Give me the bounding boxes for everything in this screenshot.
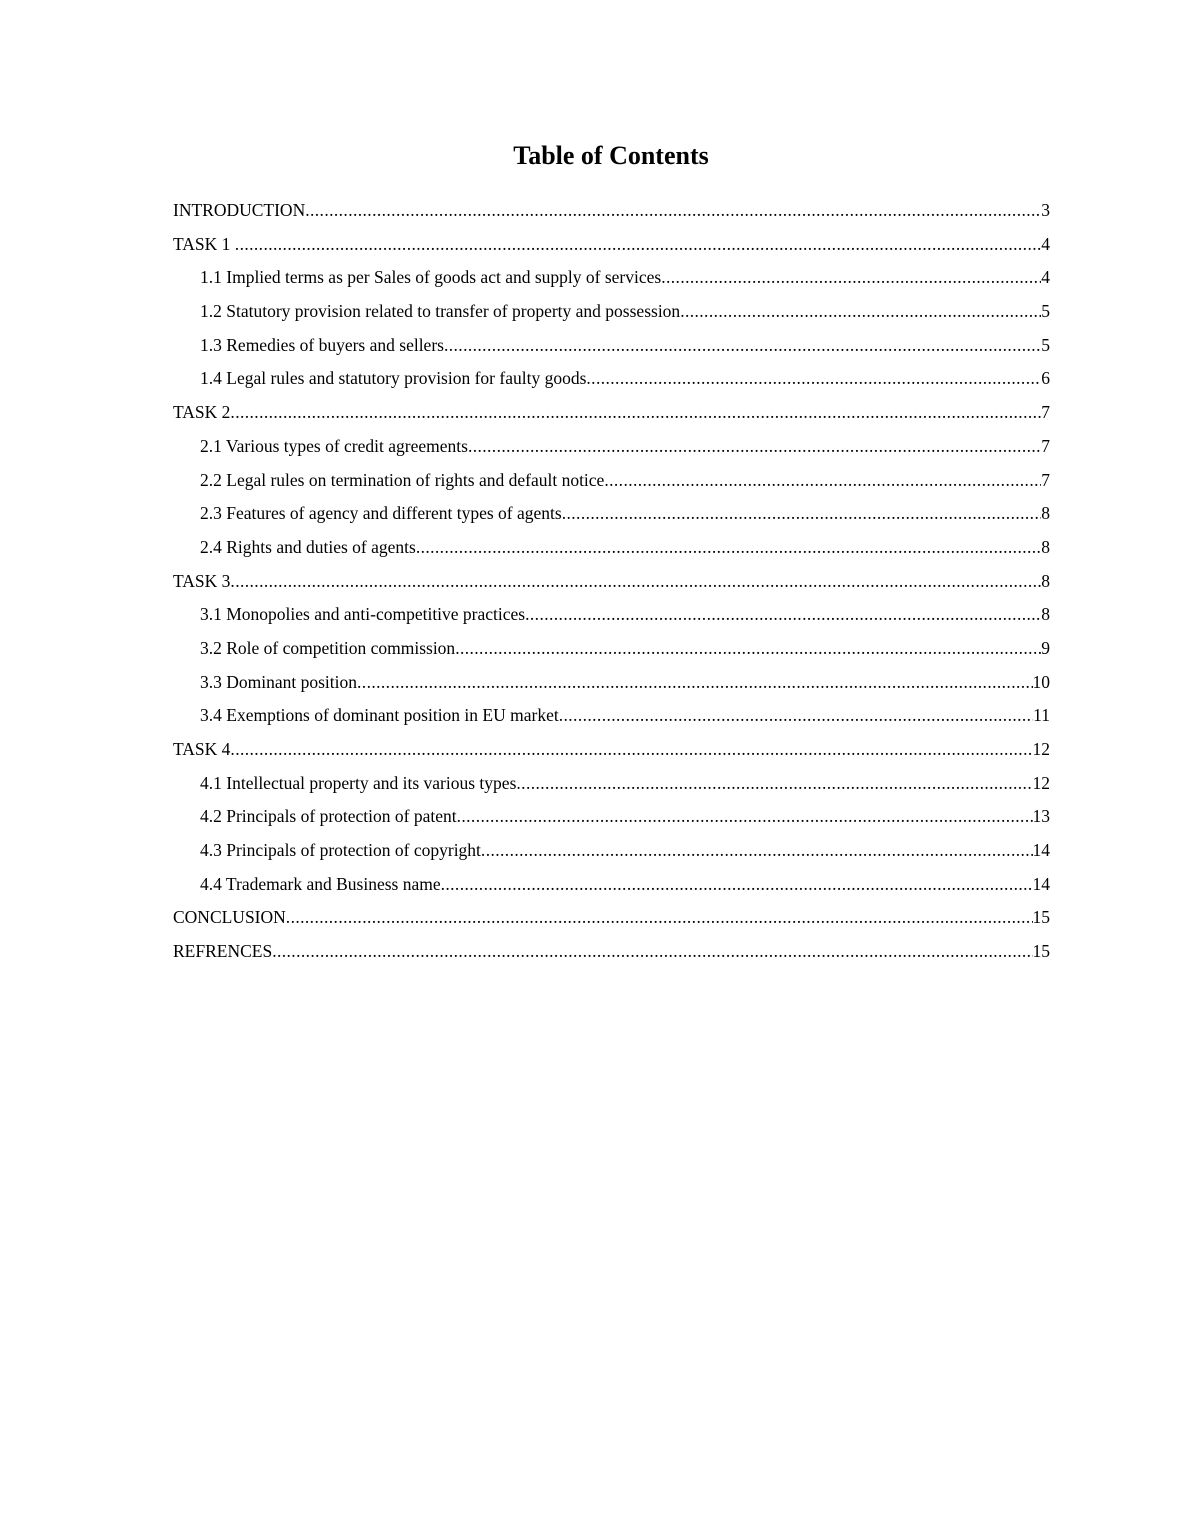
dot-leader	[230, 736, 1032, 762]
toc-entry-page-number: 13	[1032, 806, 1050, 827]
dot-leader	[286, 904, 1033, 930]
page-title: Table of Contents	[513, 141, 709, 170]
toc-entry[interactable]	[173, 601, 1050, 635]
toc-entry[interactable]	[173, 568, 1050, 602]
dot-leader	[680, 298, 1041, 324]
toc-entry[interactable]	[173, 231, 1050, 265]
dot-leader	[230, 568, 1041, 594]
toc-entry-title: CONCLUSION	[173, 907, 286, 928]
dot-leader	[455, 635, 1041, 661]
toc-entry-title: 2.2 Legal rules on termination of rights and default notice	[200, 469, 605, 490]
toc-entry-title: 4.2 Principals of protection of patent	[200, 806, 457, 827]
toc-entry[interactable]	[173, 770, 1050, 804]
toc-entry-page-number: 10	[1032, 671, 1050, 692]
dot-leader	[357, 669, 1032, 695]
toc-entry-title: 4.3 Principals of protection of copyright	[200, 840, 481, 861]
toc-entry-title: 2.3 Features of agency and different types of agents	[200, 503, 562, 524]
dot-leader	[305, 197, 1041, 223]
toc-entry-title: INTRODUCTION	[173, 200, 306, 220]
toc-entry-title: 1.1 Implied terms as per Sales of goods act and supply of services	[200, 267, 662, 288]
toc-entry-title: 1.3 Remedies of buyers and sellers	[200, 334, 444, 355]
toc-entry[interactable]	[173, 871, 1050, 905]
toc-entry[interactable]	[173, 433, 1050, 467]
toc-entry-title: REFRENCES	[173, 941, 273, 962]
toc-entry-title: 3.4 Exemptions of dominant position in EU market	[200, 705, 559, 726]
toc-entry-page-number: 8	[1041, 570, 1050, 591]
toc-entry[interactable]	[173, 635, 1050, 669]
toc-entry[interactable]	[173, 702, 1050, 736]
toc-entry-title: TASK 3	[173, 570, 231, 591]
toc-entry-title: 3.3 Dominant position	[200, 671, 358, 692]
toc-entry-page-number: 15	[1032, 907, 1050, 928]
toc-entry-title: 2.4 Rights and duties of agents	[200, 536, 416, 557]
toc-entry-title: TASK 1	[173, 233, 235, 254]
dot-leader	[230, 399, 1041, 425]
dot-leader	[444, 332, 1041, 358]
dot-leader	[516, 770, 1032, 796]
toc-entry[interactable]	[173, 938, 1050, 972]
toc-entry-title: 3.1 Monopolies and anti-competitive practices	[200, 604, 526, 625]
toc-entry[interactable]	[173, 837, 1050, 871]
toc-entry[interactable]	[173, 399, 1050, 433]
toc-entry[interactable]	[173, 669, 1050, 703]
toc-entry-page-number: 9	[1041, 637, 1050, 658]
toc-entry-page-number: 5	[1041, 301, 1050, 322]
toc-entry[interactable]	[173, 197, 1050, 231]
toc-entry-title: TASK 2	[173, 402, 231, 423]
dot-leader	[661, 264, 1041, 290]
toc-entry-page-number: 14	[1032, 840, 1050, 861]
toc-entry-page-number: 8	[1041, 503, 1050, 524]
toc-entry-page-number: 12	[1032, 772, 1050, 793]
toc-entry[interactable]	[173, 467, 1050, 501]
toc-entry-title: 2.1 Various types of credit agreements	[200, 435, 468, 456]
toc-entry-title: TASK 4	[173, 739, 231, 759]
dot-leader	[562, 500, 1042, 526]
toc-entry-page-number: 12	[1032, 739, 1050, 759]
toc-entry-title: 1.2 Statutory provision related to transfer of property and possession	[200, 301, 681, 322]
toc-entry[interactable]	[173, 365, 1050, 399]
toc-entry-page-number: 7	[1041, 435, 1050, 456]
toc-entry[interactable]	[173, 803, 1050, 837]
toc-entry-title: 4.1 Intellectual property and its various types	[200, 772, 517, 793]
toc-entry-title: 1.4 Legal rules and statutory provision for faulty goods	[200, 368, 587, 389]
toc-entry[interactable]	[173, 904, 1050, 938]
dot-leader	[441, 871, 1033, 897]
toc-entry-page-number: 4	[1041, 233, 1050, 254]
toc-entry-page-number: 6	[1041, 368, 1050, 389]
dot-leader	[235, 231, 1041, 257]
dot-leader	[481, 837, 1033, 863]
dot-leader	[272, 938, 1032, 964]
toc-entry[interactable]	[173, 534, 1050, 568]
toc-entry-page-number: 3	[1041, 200, 1050, 220]
toc-entry-page-number: 5	[1041, 334, 1050, 355]
toc-entry[interactable]	[173, 264, 1050, 298]
toc-entry[interactable]	[173, 332, 1050, 366]
dot-leader	[559, 702, 1033, 728]
toc-entry-page-number: 4	[1041, 267, 1050, 288]
toc-entry-title: 4.4 Trademark and Business name	[200, 873, 441, 894]
toc-entry-page-number: 8	[1041, 536, 1050, 557]
dot-leader	[525, 601, 1041, 627]
dot-leader	[586, 365, 1041, 391]
toc-entry-page-number: 11	[1033, 705, 1050, 726]
toc-entry[interactable]	[173, 736, 1050, 770]
toc-entry-page-number: 7	[1041, 402, 1050, 423]
toc-entry-title: 3.2 Role of competition commission	[200, 637, 456, 658]
toc-entry-page-number: 14	[1032, 873, 1050, 894]
dot-leader	[604, 467, 1041, 493]
table-of-contents	[173, 197, 1050, 972]
dot-leader	[416, 534, 1041, 560]
toc-entry-page-number: 8	[1041, 604, 1050, 625]
toc-entry[interactable]	[173, 298, 1050, 332]
toc-entry[interactable]	[173, 500, 1050, 534]
toc-entry-page-number: 7	[1041, 469, 1050, 490]
dot-leader	[468, 433, 1041, 459]
dot-leader	[457, 803, 1033, 829]
toc-entry-page-number: 15	[1032, 941, 1050, 962]
